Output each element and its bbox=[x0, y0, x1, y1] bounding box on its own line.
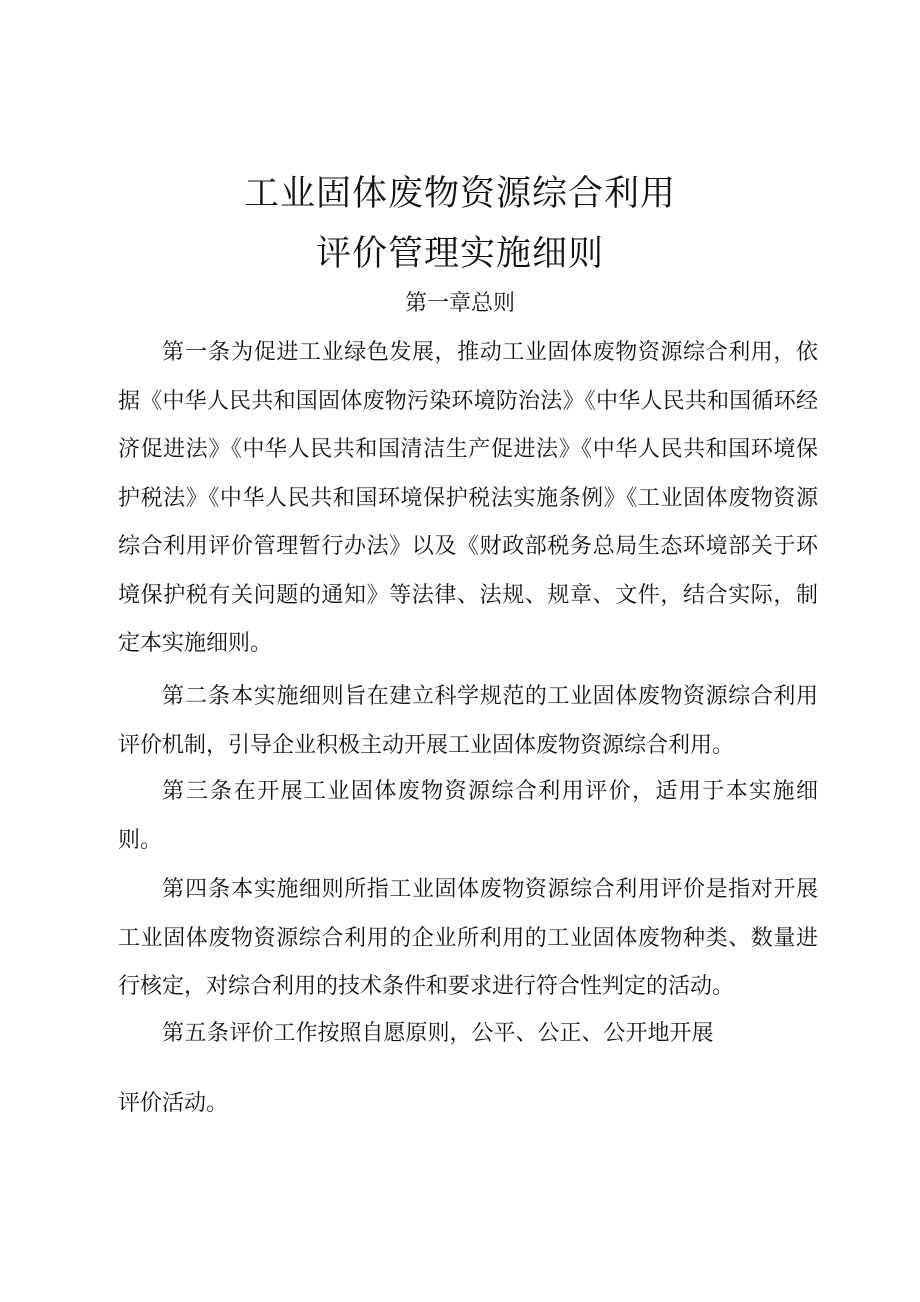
article-2-text: 本实施细则旨在建立科学规范的工业固体废物资源综合利用评价机制，引导企业积极主动开展工业固体废物资源综合利用。 bbox=[118, 684, 818, 758]
article-5 bbox=[162, 1018, 714, 1050]
article-3-text: 在开展工业固体废物资源综合利用评价，适用于本实施细则。 bbox=[118, 779, 818, 853]
article-4-text: 本实施细则所指工业固体废物资源综合利用评价是指对开展工业固体废物资源综合利用的企业所利用的工业固体废物种类、数量进行核定，对综合利用的技术条件和要求进行符合性判定的活动。 bbox=[118, 877, 818, 999]
article-5-continuation: 评价活动。 bbox=[118, 1091, 229, 1116]
document-title-line2: 评价管理实施细则 bbox=[315, 234, 604, 274]
article-4 bbox=[118, 866, 818, 1012]
article-3-label: 第三条 bbox=[162, 779, 234, 804]
article-4-label: 第四条 bbox=[162, 877, 232, 902]
article-1 bbox=[118, 329, 818, 669]
article-1-text: 为促进工业绿色发展，推动工业固体废物资源综合利用，依据《中华人民共和国固体废物污染环境防治法》《中华人民共和国循环经济促进法》《中华人民共和国清洁生产促进法》《中华人民共和国环境保护税法》《中华人民共和国环境保护税法实施条例》《工业固体废物资源综合利用评价管理暂行办法》以及《财政部税务总局生态环境部关于环境保护税有关问题的通知》等法律、法规、规章、文件，结合实际，制定本实施细则。 bbox=[118, 340, 818, 656]
article-5-text-line1: 评价工作按照自愿原则，公平、公正、公开地开展 bbox=[229, 1021, 714, 1046]
article-1-label: 第一条 bbox=[162, 340, 232, 365]
article-5-label: 第五条 bbox=[162, 1021, 230, 1046]
article-2 bbox=[118, 673, 818, 770]
article-3 bbox=[118, 768, 818, 865]
document-title-line1: 工业固体废物资源综合利用 bbox=[243, 174, 676, 214]
chapter-heading: 第一章总则 bbox=[404, 291, 515, 316]
article-2-label: 第二条 bbox=[162, 684, 232, 709]
